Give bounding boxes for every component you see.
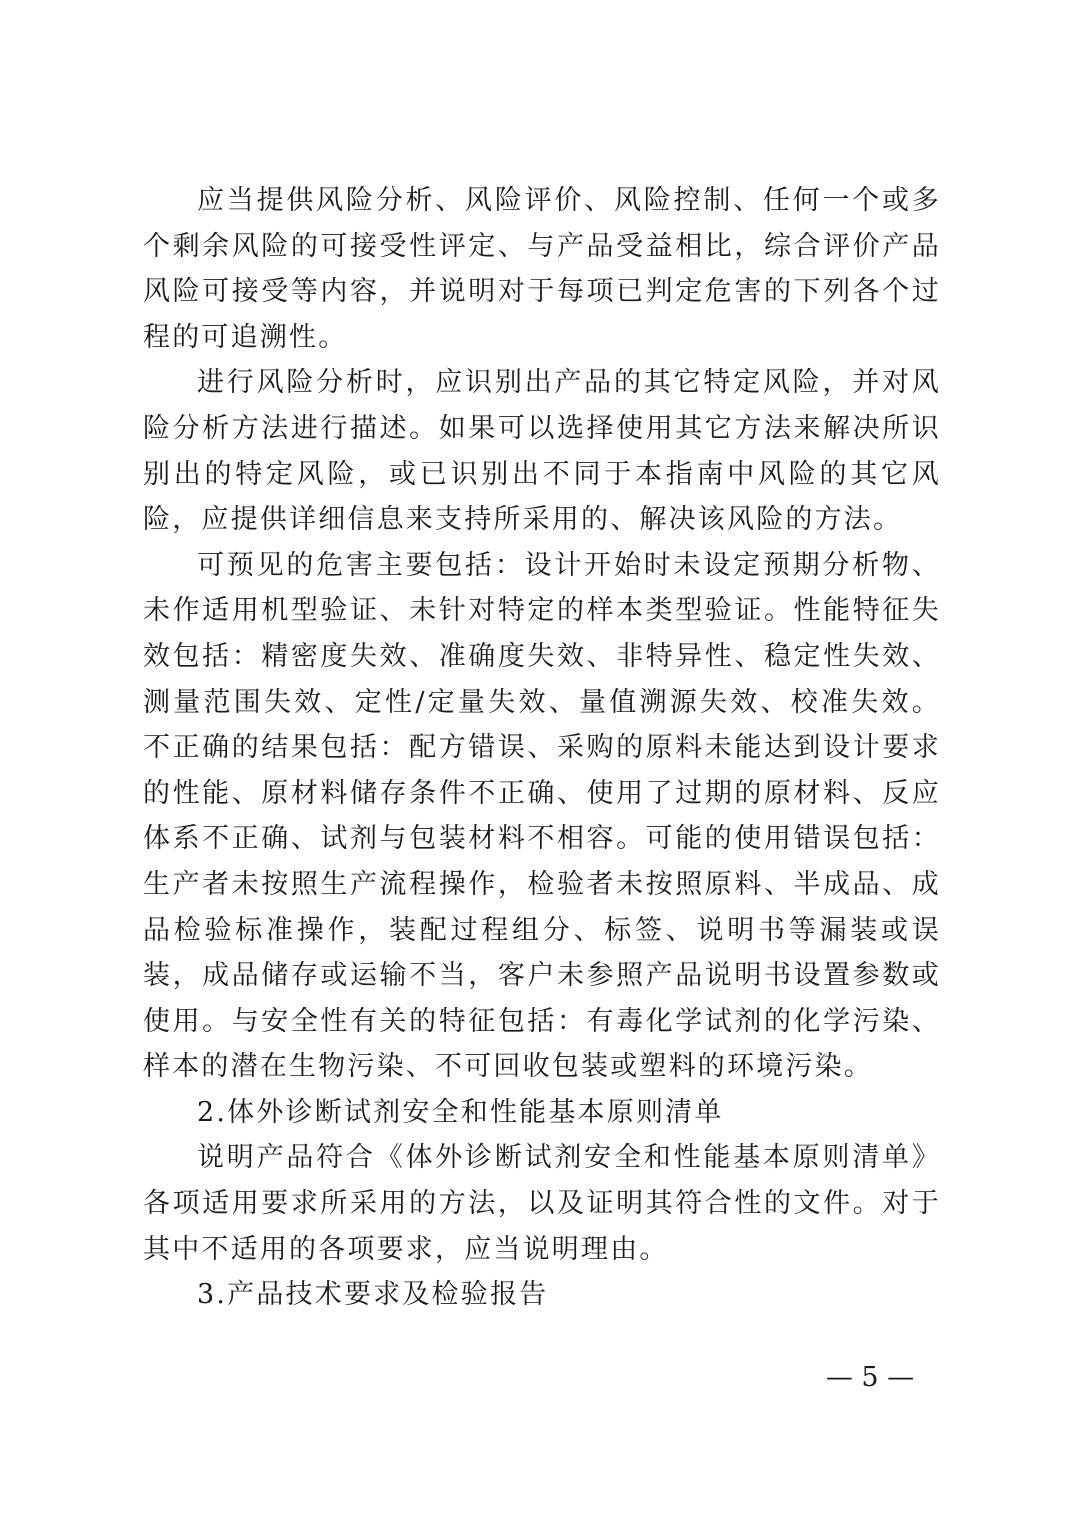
paragraph-foreseeable-hazards: 可预见的危害主要包括：设计开始时未设定预期分析物、未作适用机型验证、未针对特定的样本类型验证。性能特征失效包括：精密度失效、准确度失效、非特异性、稳定性失效、测量范围失效、定性/定量失效、量值溯源失效、校准失效。不正确的结果包括：配方错误、采购的原料未能达到设计要求的性能、原材料储存条件不正确、使用了过期的原材料、反应体系不正确、试剂与包装材料不相容。可能的使用错误包括：生产者未按照生产流程操作，检验者未按照原料、半成品、成品检验标准操作，装配过程组分、标签、说明书等漏装或误装，成品储存或运输不当，客户未参照产品说明书设置参数或使用。与安全性有关的特征包括：有毒化学试剂的化学污染、样本的潜在生物污染、不可回收包装或塑料的环境污染。 bbox=[143, 549, 941, 1083]
section-2-heading: 2.体外诊断试剂安全和性能基本原则清单 bbox=[197, 1096, 724, 1128]
section-2-body: 说明产品符合《体外诊断试剂安全和性能基本原则清单》各项适用要求所采用的方法，以及证明其符合性的文件。对于其中不适用的各项要求，应当说明理由。 bbox=[143, 1142, 941, 1265]
paragraph-risk-method: 进行风险分析时，应识别出产品的其它特定风险，并对风险分析方法进行描述。如果可以选择使用其它方法来解决所识别出的特定风险，或已识别出不同于本指南中风险的其它风险，应提供详细信息来支持所采用的、解决该风险的方法。 bbox=[143, 367, 941, 536]
paragraph-risk-analysis: 应当提供风险分析、风险评价、风险控制、任何一个或多个剩余风险的可接受性评定、与产品受益相比，综合评价产品风险可接受等内容，并说明对于每项已判定危害的下列各个过程的可追溯性。 bbox=[143, 185, 941, 353]
document-body bbox=[143, 178, 941, 1318]
page-number: — 5 — bbox=[825, 1362, 915, 1393]
section-3-heading: 3.产品技术要求及检验报告 bbox=[197, 1279, 549, 1311]
